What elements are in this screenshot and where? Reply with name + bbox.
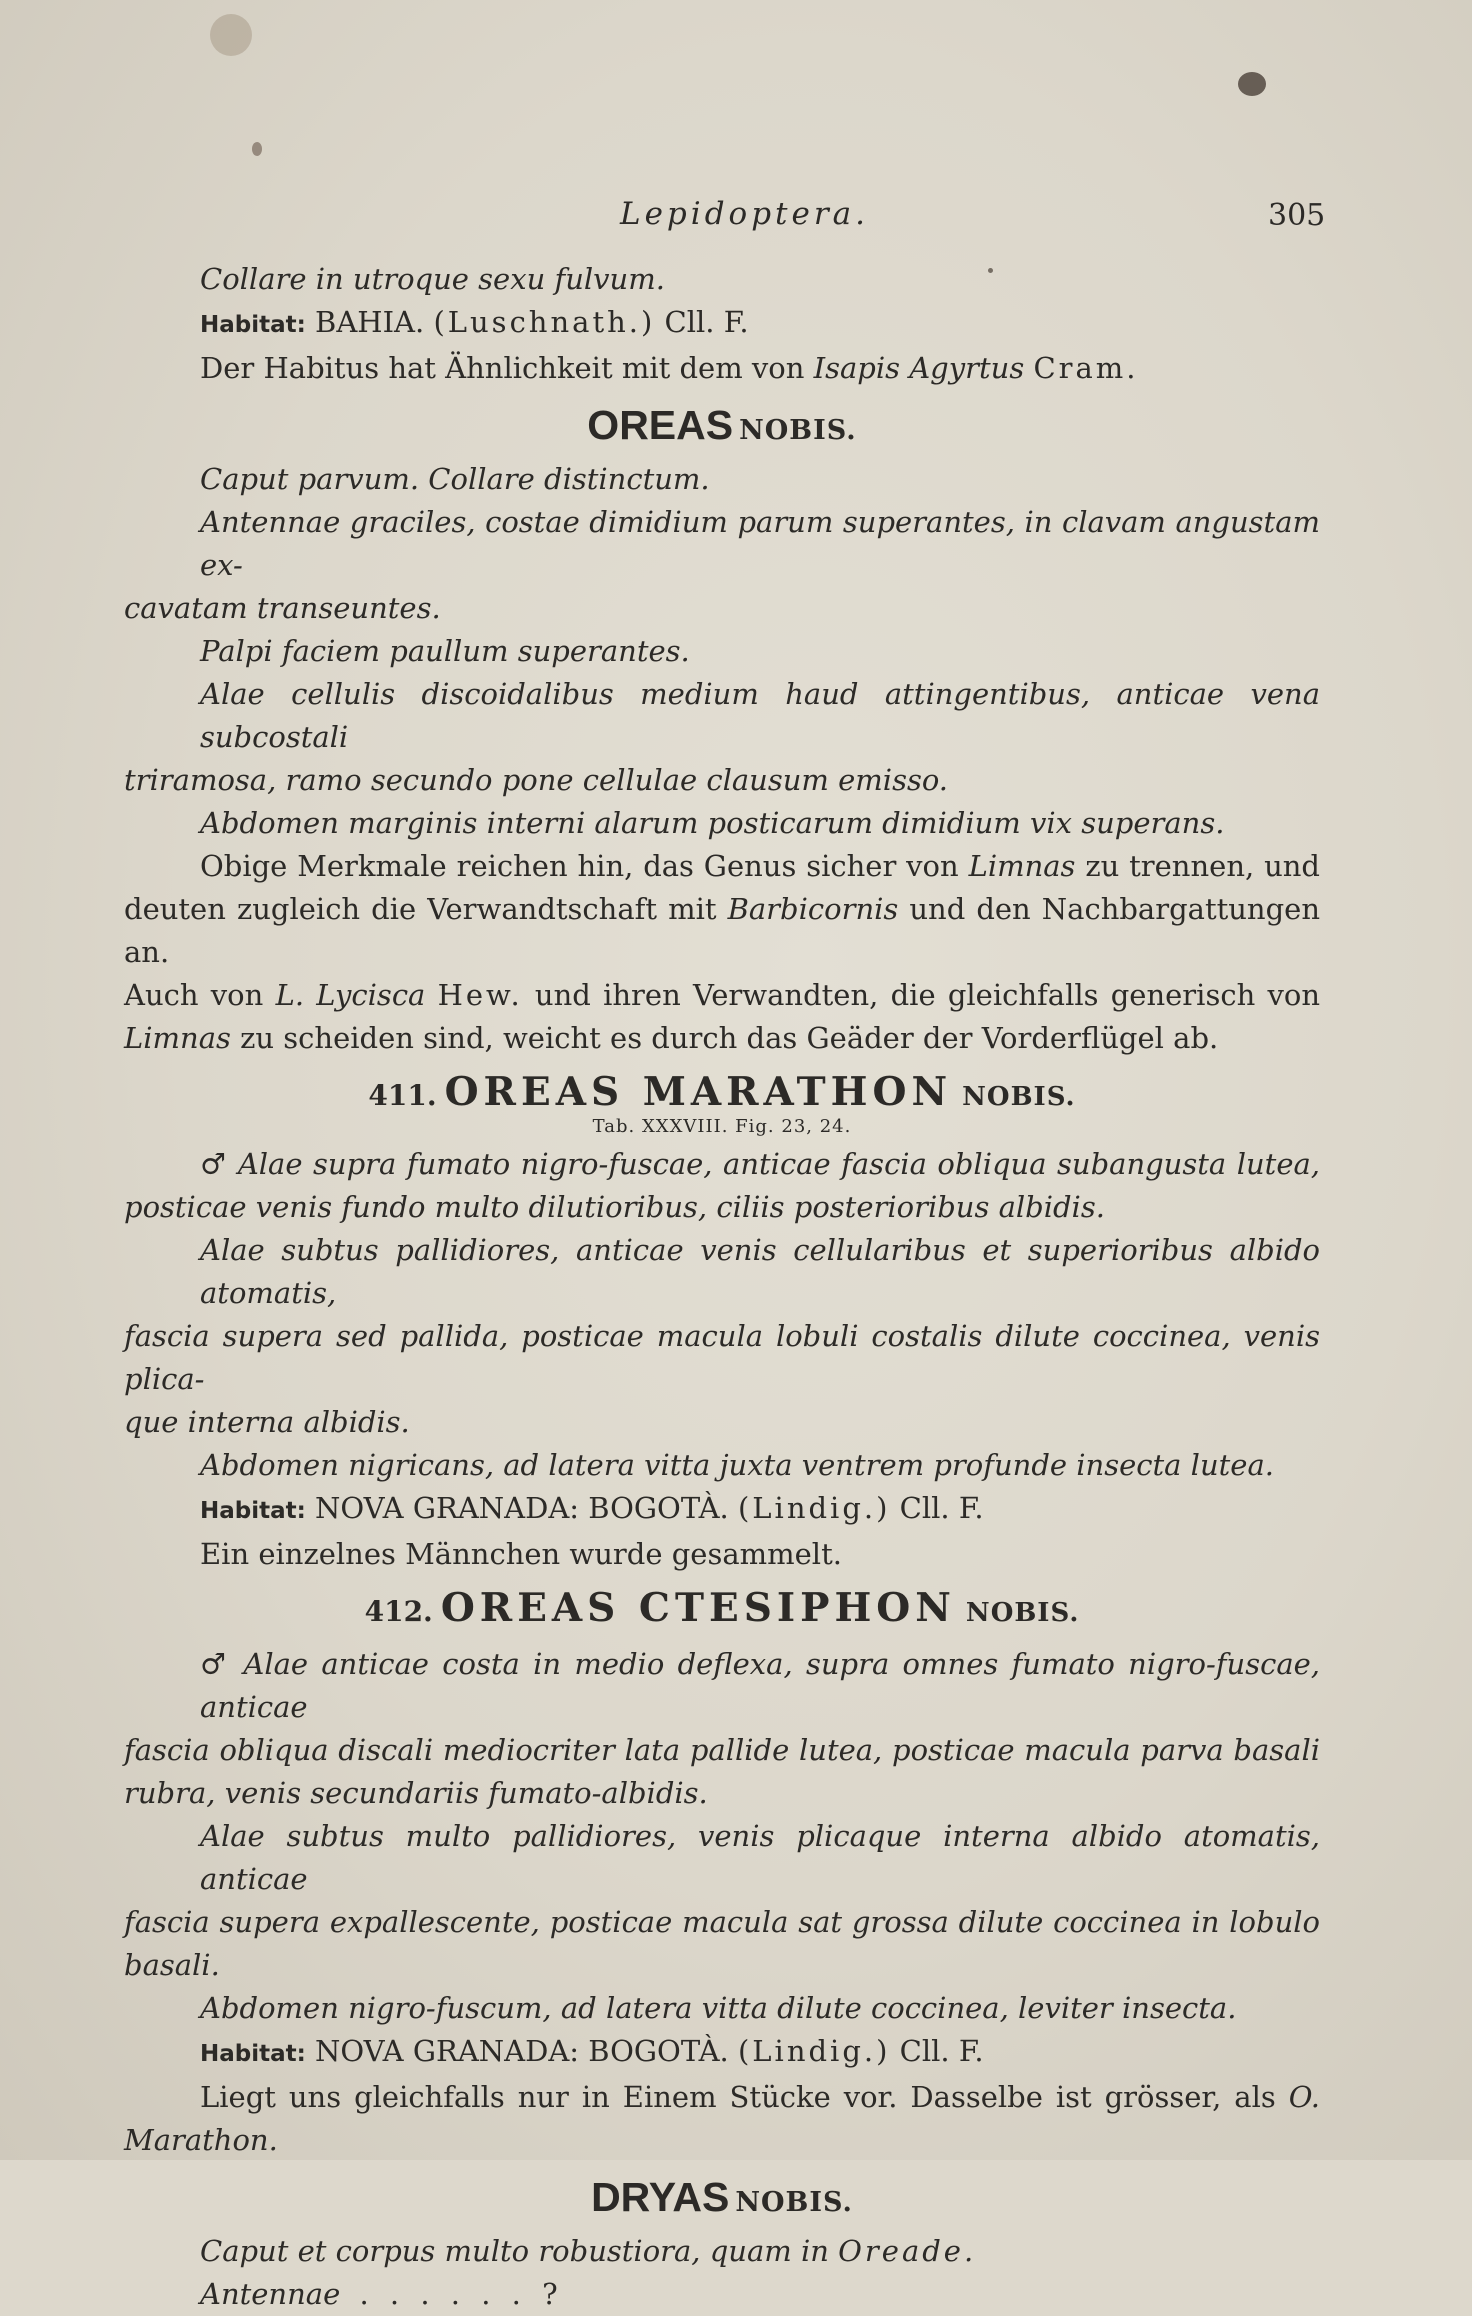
text-line: rubra, venis secundariis fumato-albidis. bbox=[124, 1776, 708, 1810]
text-line: Caput parvum. Collare distinctum. bbox=[200, 462, 710, 496]
text-fragment: Caput et corpus multo robustiora, quam in bbox=[200, 2234, 829, 2268]
text-line bbox=[124, 974, 1320, 1017]
leader-dots: . . . . . . ? bbox=[359, 2277, 564, 2311]
habitat-label: Habitat: bbox=[200, 2041, 306, 2067]
species-name: OREAS MARATHON bbox=[444, 1069, 953, 1115]
habitat-collection: Cll. F. bbox=[664, 305, 749, 339]
text-line: ♂ Alae anticae costa in medio deflexa, supra omnes fumato nigro-fuscae, anticae bbox=[200, 1647, 1320, 1724]
text-fragment: deuten zugleich die Verwandtschaft mit bbox=[124, 892, 717, 926]
text-fragment: und ihren Verwandten, die gleichfalls generisch von bbox=[534, 978, 1321, 1012]
habitat-collection: Cll. F. bbox=[899, 2034, 984, 2068]
text-line: Abdomen marginis interni alarum posticarum dimidium vix superans. bbox=[200, 806, 1225, 840]
text-line bbox=[124, 2076, 1320, 2119]
page-body bbox=[124, 258, 1320, 2316]
text-line: posticae venis fundo multo dilutioribus, ciliis posterioribus albidis. bbox=[124, 1190, 1105, 1224]
text-line: Alae cellulis discoidalibus medium haud attingentibus, anticae vena subcostali bbox=[200, 677, 1320, 754]
page-number: 305 bbox=[1268, 198, 1326, 233]
genus-name: DRYAS bbox=[591, 2174, 730, 2220]
habitat-place: BAHIA. bbox=[315, 305, 425, 339]
text-line bbox=[124, 347, 1320, 390]
habitat-line bbox=[124, 2030, 1320, 2076]
habitat-line bbox=[124, 1487, 1320, 1533]
text-fragment: Obige Merkmale reichen hin, das Genus sicher von bbox=[200, 849, 959, 883]
text-line bbox=[124, 2273, 1320, 2316]
species-number: 412. bbox=[364, 1595, 433, 1628]
text-line: cavatam transeuntes. bbox=[124, 591, 441, 625]
paper-stain bbox=[252, 142, 262, 156]
text-line bbox=[124, 2230, 1320, 2273]
text-line: que interna albidis. bbox=[124, 1405, 410, 1439]
page-header bbox=[0, 196, 1472, 246]
text-line: Palpi faciem paullum superantes. bbox=[200, 634, 690, 668]
genus-author: NOBIS. bbox=[735, 2187, 853, 2218]
habitat-collector: (Lindig.) bbox=[737, 1491, 891, 1525]
text-line: Antennae graciles, costae dimidium parum superantes, in clavam angustam ex- bbox=[200, 505, 1320, 582]
text-fragment: zu trennen, und bbox=[1085, 849, 1320, 883]
text-line: Abdomen nigro-fuscum, ad latera vitta dilute coccinea, leviter insecta. bbox=[200, 1991, 1237, 2025]
habitat-label: Habitat: bbox=[200, 312, 306, 338]
text-line: Alae subtus pallidiores, anticae venis cellularibus et superioribus albido atomatis, bbox=[200, 1233, 1320, 1310]
text-line: ♂ Alae supra fumato nigro-fuscae, anticae fascia obliqua subangusta lutea, bbox=[200, 1147, 1320, 1181]
species-author: NOBIS. bbox=[965, 1598, 1080, 1628]
species-reference: L. Lycisca bbox=[275, 978, 426, 1012]
species-name: OREAS CTESIPHON bbox=[440, 1585, 956, 1631]
habitat-collector: (Lindig.) bbox=[737, 2034, 891, 2068]
genus-reference: Limnas bbox=[124, 1021, 231, 1055]
genus-heading-dryas bbox=[124, 2170, 1320, 2230]
species-heading-411 bbox=[124, 1066, 1320, 1123]
text-line: fascia supera sed pallida, posticae macula lobuli costalis dilute coccinea, venis plica- bbox=[124, 1319, 1320, 1396]
genus-reference: Limnas bbox=[968, 849, 1076, 883]
text-line: Collare in utroque sexu fulvum. bbox=[200, 262, 665, 296]
author-name: Cram. bbox=[1033, 351, 1139, 385]
species-reference: O. bbox=[1288, 2080, 1320, 2114]
genus-author: NOBIS. bbox=[739, 415, 857, 446]
paper-stain bbox=[210, 14, 252, 56]
text-line bbox=[124, 1017, 1320, 1060]
text-fragment: Liegt uns gleichfalls nur in Einem Stücke vor. Dasselbe ist grösser, als bbox=[200, 2080, 1276, 2114]
text-line: Marathon. bbox=[124, 2123, 278, 2157]
habitat-collector: (Luschnath.) bbox=[433, 305, 656, 339]
text-fragment: Antennae bbox=[200, 2277, 341, 2311]
text-line bbox=[124, 845, 1320, 888]
text-line bbox=[124, 888, 1320, 974]
habitat-collection: Cll. F. bbox=[899, 1491, 984, 1525]
plate-reference: Tab. XXXVIII. Fig. 23, 24. bbox=[592, 1116, 852, 1137]
genus-name: OREAS bbox=[587, 402, 734, 448]
text-line: triramosa, ramo secundo pone cellulae clausum emisso. bbox=[124, 763, 949, 797]
text-line: Abdomen nigricans, ad latera vitta juxta ventrem profunde insecta lutea. bbox=[200, 1448, 1274, 1482]
species-number: 411. bbox=[368, 1079, 437, 1112]
text-line: Alae subtus multo pallidiores, venis plicaque interna albido atomatis, anticae bbox=[200, 1819, 1320, 1896]
habitat-line bbox=[124, 301, 1320, 347]
genus-reference: Oreade. bbox=[838, 2234, 977, 2268]
ink-blot bbox=[1238, 72, 1266, 96]
text-line: Ein einzelnes Männchen wurde gesammelt. bbox=[200, 1537, 842, 1571]
text-fragment: und den Nachbargattungen an. bbox=[124, 892, 1321, 969]
genus-heading-oreas bbox=[124, 398, 1320, 458]
text-line: fascia supera expallescente, posticae macula sat grossa dilute coccinea in lobulo basali. bbox=[124, 1905, 1320, 1982]
running-title: Lepidoptera. bbox=[620, 196, 870, 232]
text-line: fascia obliqua discali mediocriter lata pallide lutea, posticae macula parva basali bbox=[124, 1733, 1320, 1767]
species-author: NOBIS. bbox=[962, 1082, 1076, 1112]
genus-reference: Barbicornis bbox=[727, 892, 899, 926]
text-fragment: zu scheiden sind, weicht es durch das Geäder der Vorderflügel ab. bbox=[240, 1021, 1219, 1055]
species-heading-412 bbox=[124, 1582, 1320, 1639]
habitat-label: Habitat: bbox=[200, 1498, 306, 1524]
text-fragment: Auch von bbox=[124, 978, 264, 1012]
author-name: Hew. bbox=[437, 978, 523, 1012]
species-reference: Isapis Agyrtus bbox=[813, 351, 1025, 385]
habitat-place: NOVA GRANADA: BOGOTÀ. bbox=[315, 2034, 729, 2068]
habitat-place: NOVA GRANADA: BOGOTÀ. bbox=[315, 1491, 729, 1525]
text-fragment: Der Habitus hat Ähnlichkeit mit dem von bbox=[200, 351, 805, 385]
